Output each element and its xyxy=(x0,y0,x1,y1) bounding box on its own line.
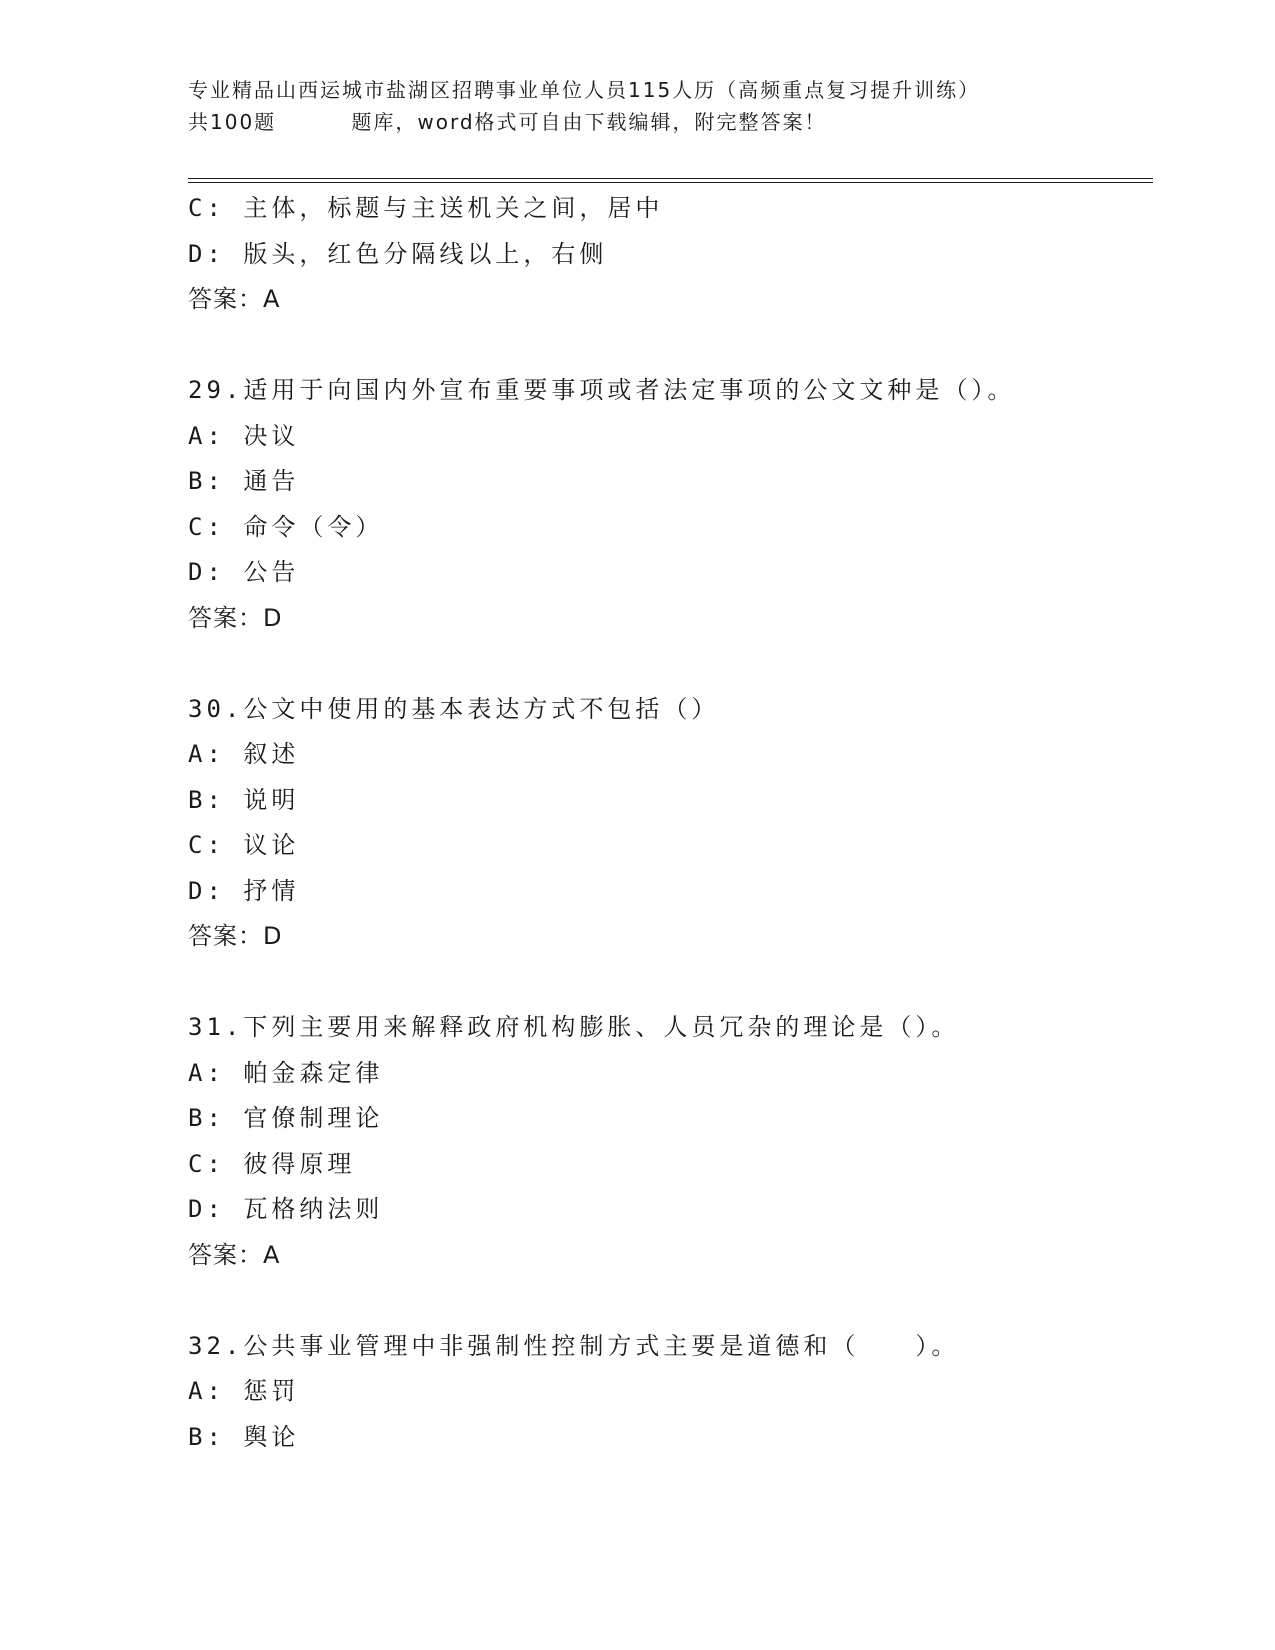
question-stem: 32.公共事业管理中非强制性控制方式主要是道德和（ ）。 xyxy=(188,1331,960,1360)
question-block-30 xyxy=(188,687,1148,960)
document-header xyxy=(188,74,1148,138)
spacer xyxy=(188,960,1148,1006)
header-divider-top xyxy=(188,178,1153,179)
option-a: A: 叙述 xyxy=(188,740,300,768)
question-block-28 xyxy=(188,186,1148,323)
question-list xyxy=(188,186,1148,1460)
option-c: C: 议论 xyxy=(188,831,300,859)
option-b: B: 通告 xyxy=(188,467,300,495)
spacer xyxy=(188,641,1148,687)
answer-label: 答案：D xyxy=(188,603,283,632)
option-c: C: 主体，标题与主送机关之间，居中 xyxy=(188,194,664,222)
option-b: B: 舆论 xyxy=(188,1422,300,1451)
option-b: B: 官僚制理论 xyxy=(188,1104,384,1132)
option-d: D: 版头，红色分隔线以上，右侧 xyxy=(188,239,608,268)
answer-label: 答案：A xyxy=(188,1240,281,1269)
option-c: C: 彼得原理 xyxy=(188,1149,356,1178)
option-a: A: 帕金森定律 xyxy=(188,1058,384,1087)
option-d: D: 瓦格纳法则 xyxy=(188,1195,384,1223)
question-block-31 xyxy=(188,1005,1148,1278)
question-stem: 31.下列主要用来解释政府机构膨胀、人员冗杂的理论是（）。 xyxy=(188,1013,960,1041)
question-block-32 xyxy=(188,1324,1148,1461)
option-d: D: 抒情 xyxy=(188,876,300,905)
option-d: D: 公告 xyxy=(188,558,300,586)
question-block-29 xyxy=(188,368,1148,641)
option-c: C: 命令（令） xyxy=(188,512,384,541)
header-title-line1: 专业精品山西运城市盐湖区招聘事业单位人员115人历（高频重点复习提升训练） xyxy=(188,78,981,102)
spacer xyxy=(188,1278,1148,1324)
option-a: A: 惩罚 xyxy=(188,1377,300,1405)
spacer xyxy=(188,323,1148,369)
answer-label: 答案：D xyxy=(188,922,283,950)
header-divider-bottom xyxy=(188,182,1153,183)
option-b: B: 说明 xyxy=(188,785,300,814)
answer-label: 答案：A xyxy=(188,285,281,313)
question-stem: 29.适用于向国内外宣布重要事项或者法定事项的公文文种是（）。 xyxy=(188,376,1016,404)
question-stem: 30.公文中使用的基本表达方式不包括（） xyxy=(188,694,720,723)
header-title-line2: 共100题 题库，word格式可自由下载编辑，附完整答案！ xyxy=(188,110,827,134)
option-a: A: 决议 xyxy=(188,421,300,450)
